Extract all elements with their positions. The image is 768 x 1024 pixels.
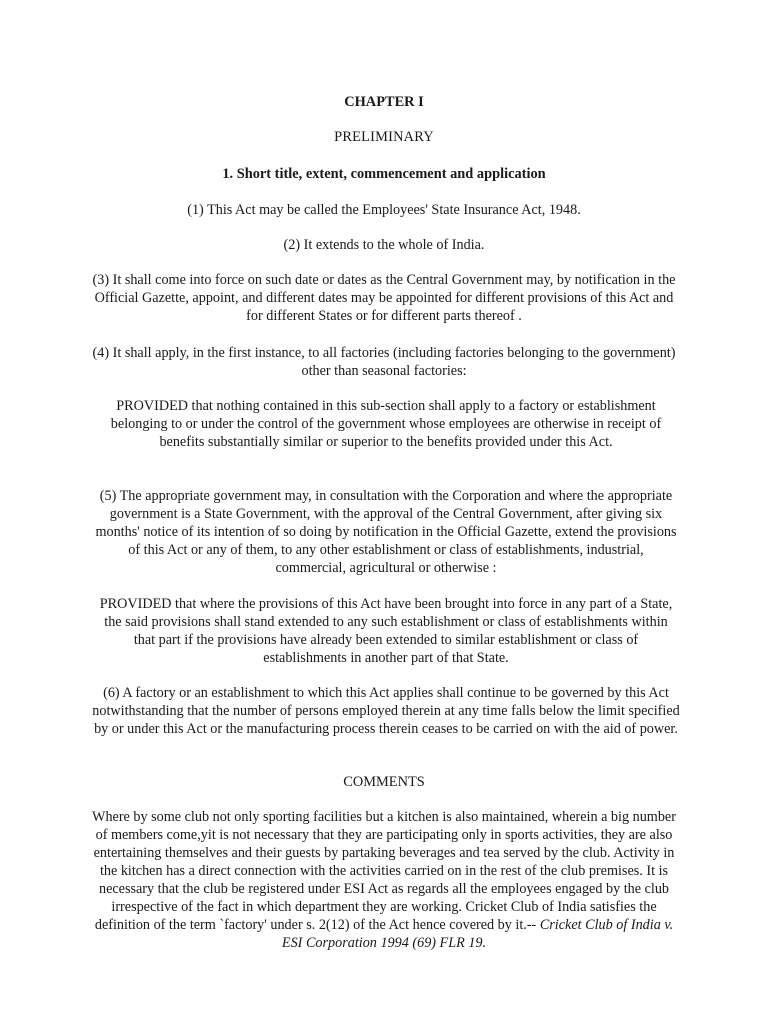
paragraph-2: (2) It extends to the whole of India. <box>283 237 485 253</box>
paragraph-5: (5) The appropriate government may, in consultation with the Corporation and where the appropriate government is a State Government, with the approval of the Central Government, after giving six months' notice of its intention of so doing by notification in the Official Gazette, extend the provisions of this Act or any of them, to any other establishment or class of establishments, industrial, commercial, agricultural or otherwise : <box>95 488 677 576</box>
paragraph-1: (1) This Act may be called the Employees' State Insurance Act, 1948. <box>187 202 581 218</box>
chapter-heading: CHAPTER I <box>344 94 424 110</box>
comment-text: Where by some club not only sporting facilities but a kitchen is also maintained, wherein a big number of members come,yit is not necessary that they are participating only in sports activities, they are also entertaining themselves and their guests by partaking beverages and tea served by the club. Activity in the kitchen has a direct connection with the activities carried on in the rest of the club premises. It is necessary that the club be registered under ESI Act as regards all the employees engaged by the club irrespective of the fact in which department they are working. Cricket Club of India satisfies the definition of the term `factory' under s. 2(12) of the Act hence covered by it.-- <box>92 809 676 933</box>
section-title: 1. Short title, extent, commencement and application <box>222 166 546 182</box>
paragraph-3: (3) It shall come into force on such date or dates as the Central Government may, by notification in the Official Gazette, appoint, and different dates may be appointed for different provisions of this Act and for different States or for different parts thereof . <box>92 272 676 324</box>
proviso-2: PROVIDED that where the provisions of this Act have been brought into force in any part of a State, the said provisions shall stand extended to any such establishment or class of establishments within that part if the provisions have already been extended to similar establishment or class of establishments in another part of that State. <box>99 596 673 666</box>
proviso-1: PROVIDED that nothing contained in this sub-section shall apply to a factory or establishment belonging to or under the control of the government whose employees are otherwise in receipt of benefits substantially similar or superior to the benefits provided under this Act. <box>110 398 662 450</box>
comment-citation: Cricket Club of India v. ESI Corporation 1994 (69) FLR 19. <box>281 917 674 951</box>
preliminary-heading: PRELIMINARY <box>334 129 434 145</box>
comment-paragraph <box>92 808 676 952</box>
comments-heading: COMMENTS <box>343 774 425 790</box>
paragraph-6: (6) A factory or an establishment to which this Act applies shall continue to be governed by this Act notwithstanding that the number of persons employed therein at any time falls below the limit specified by or under this Act or the manufacturing process therein ceases to be carried on with the aid of power. <box>92 685 680 737</box>
paragraph-4: (4) It shall apply, in the first instance, to all factories (including factories belonging to the government) other than seasonal factories: <box>92 345 676 379</box>
